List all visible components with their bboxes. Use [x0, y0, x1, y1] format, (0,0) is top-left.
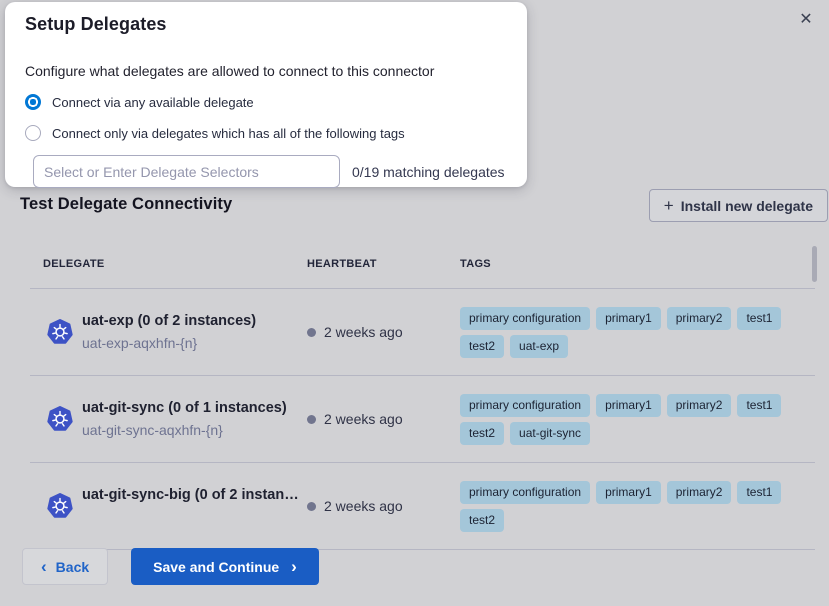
- heartbeat-dot-icon: [307, 502, 316, 511]
- save-button-label: Save and Continue: [153, 558, 280, 575]
- tag-pill: primary1: [596, 481, 661, 504]
- tag-pill: primary2: [667, 307, 732, 330]
- plus-icon: +: [663, 196, 674, 215]
- tag-pill: test1: [737, 307, 781, 330]
- radio-selected-icon[interactable]: [25, 94, 41, 110]
- section-title: Test Delegate Connectivity: [20, 195, 233, 213]
- matching-delegates-count: 0/19 matching delegates: [352, 163, 505, 180]
- chevron-left-icon: ‹: [41, 557, 47, 576]
- tag-pill: uat-git-sync: [510, 422, 590, 445]
- dialog-description: Configure what delegates are allowed to connect to this connector: [25, 63, 435, 79]
- tag-pill: primary1: [596, 394, 661, 417]
- heartbeat-dot-icon: [307, 415, 316, 424]
- column-header-delegate: DELEGATE: [43, 258, 105, 270]
- tag-pill: primary configuration: [460, 307, 590, 330]
- table-row[interactable]: [30, 376, 815, 463]
- table-row[interactable]: [30, 463, 815, 550]
- install-button-label: Install new delegate: [680, 197, 813, 214]
- radio-option-label: Connect only via delegates which has all of the following tags: [52, 125, 405, 141]
- tag-pill: test2: [460, 335, 504, 358]
- delegates-table: [30, 240, 815, 527]
- tag-pill: uat-exp: [510, 335, 568, 358]
- radio-unselected-icon[interactable]: [25, 125, 41, 141]
- tag-pill: primary configuration: [460, 481, 590, 504]
- delegate-name: uat-git-sync (0 of 1 instances): [82, 399, 287, 416]
- table-row[interactable]: [30, 289, 815, 376]
- heartbeat-text: 2 weeks ago: [324, 411, 403, 427]
- table-scrollbar[interactable]: [812, 246, 817, 282]
- delegate-tags: [460, 481, 815, 532]
- tag-pill: primary2: [667, 394, 732, 417]
- heartbeat-dot-icon: [307, 328, 316, 337]
- delegate-tags: [460, 394, 815, 445]
- kubernetes-icon: [47, 406, 73, 432]
- install-new-delegate-button[interactable]: [649, 189, 828, 222]
- tag-pill: primary1: [596, 307, 661, 330]
- heartbeat-text: 2 weeks ago: [324, 324, 403, 340]
- tag-pill: test2: [460, 509, 504, 532]
- delegate-name: uat-git-sync-big (0 of 2 instan…: [82, 486, 299, 503]
- tag-pill: test1: [737, 394, 781, 417]
- radio-option-any-delegate[interactable]: [25, 94, 507, 110]
- setup-delegates-dialog: [5, 2, 527, 187]
- delegate-selector-input[interactable]: [33, 155, 340, 188]
- delegate-name: uat-exp (0 of 2 instances): [82, 312, 257, 329]
- delegate-tags: [460, 307, 815, 358]
- column-header-tags: TAGS: [460, 258, 491, 270]
- tag-pill: primary2: [667, 481, 732, 504]
- heartbeat-text: 2 weeks ago: [324, 498, 403, 514]
- save-and-continue-button[interactable]: [131, 548, 319, 585]
- radio-option-tagged-delegates[interactable]: [25, 125, 507, 141]
- tag-pill: primary configuration: [460, 394, 590, 417]
- kubernetes-icon: [47, 493, 73, 519]
- close-icon[interactable]: ✕: [799, 11, 813, 28]
- tag-pill: test1: [737, 481, 781, 504]
- kubernetes-icon: [47, 319, 73, 345]
- dialog-title: Setup Delegates: [25, 14, 167, 34]
- chevron-right-icon: ›: [291, 557, 297, 576]
- table-header-row: [30, 240, 815, 289]
- delegate-hostname: [82, 506, 299, 528]
- tag-pill: test2: [460, 422, 504, 445]
- radio-option-label: Connect via any available delegate: [52, 94, 254, 110]
- delegate-hostname: uat-git-sync-aqxhfn-{n}: [82, 421, 223, 438]
- back-button[interactable]: [22, 548, 108, 585]
- column-header-heartbeat: HEARTBEAT: [307, 258, 377, 270]
- back-button-label: Back: [55, 558, 90, 575]
- delegate-hostname: uat-exp-aqxhfn-{n}: [82, 334, 198, 351]
